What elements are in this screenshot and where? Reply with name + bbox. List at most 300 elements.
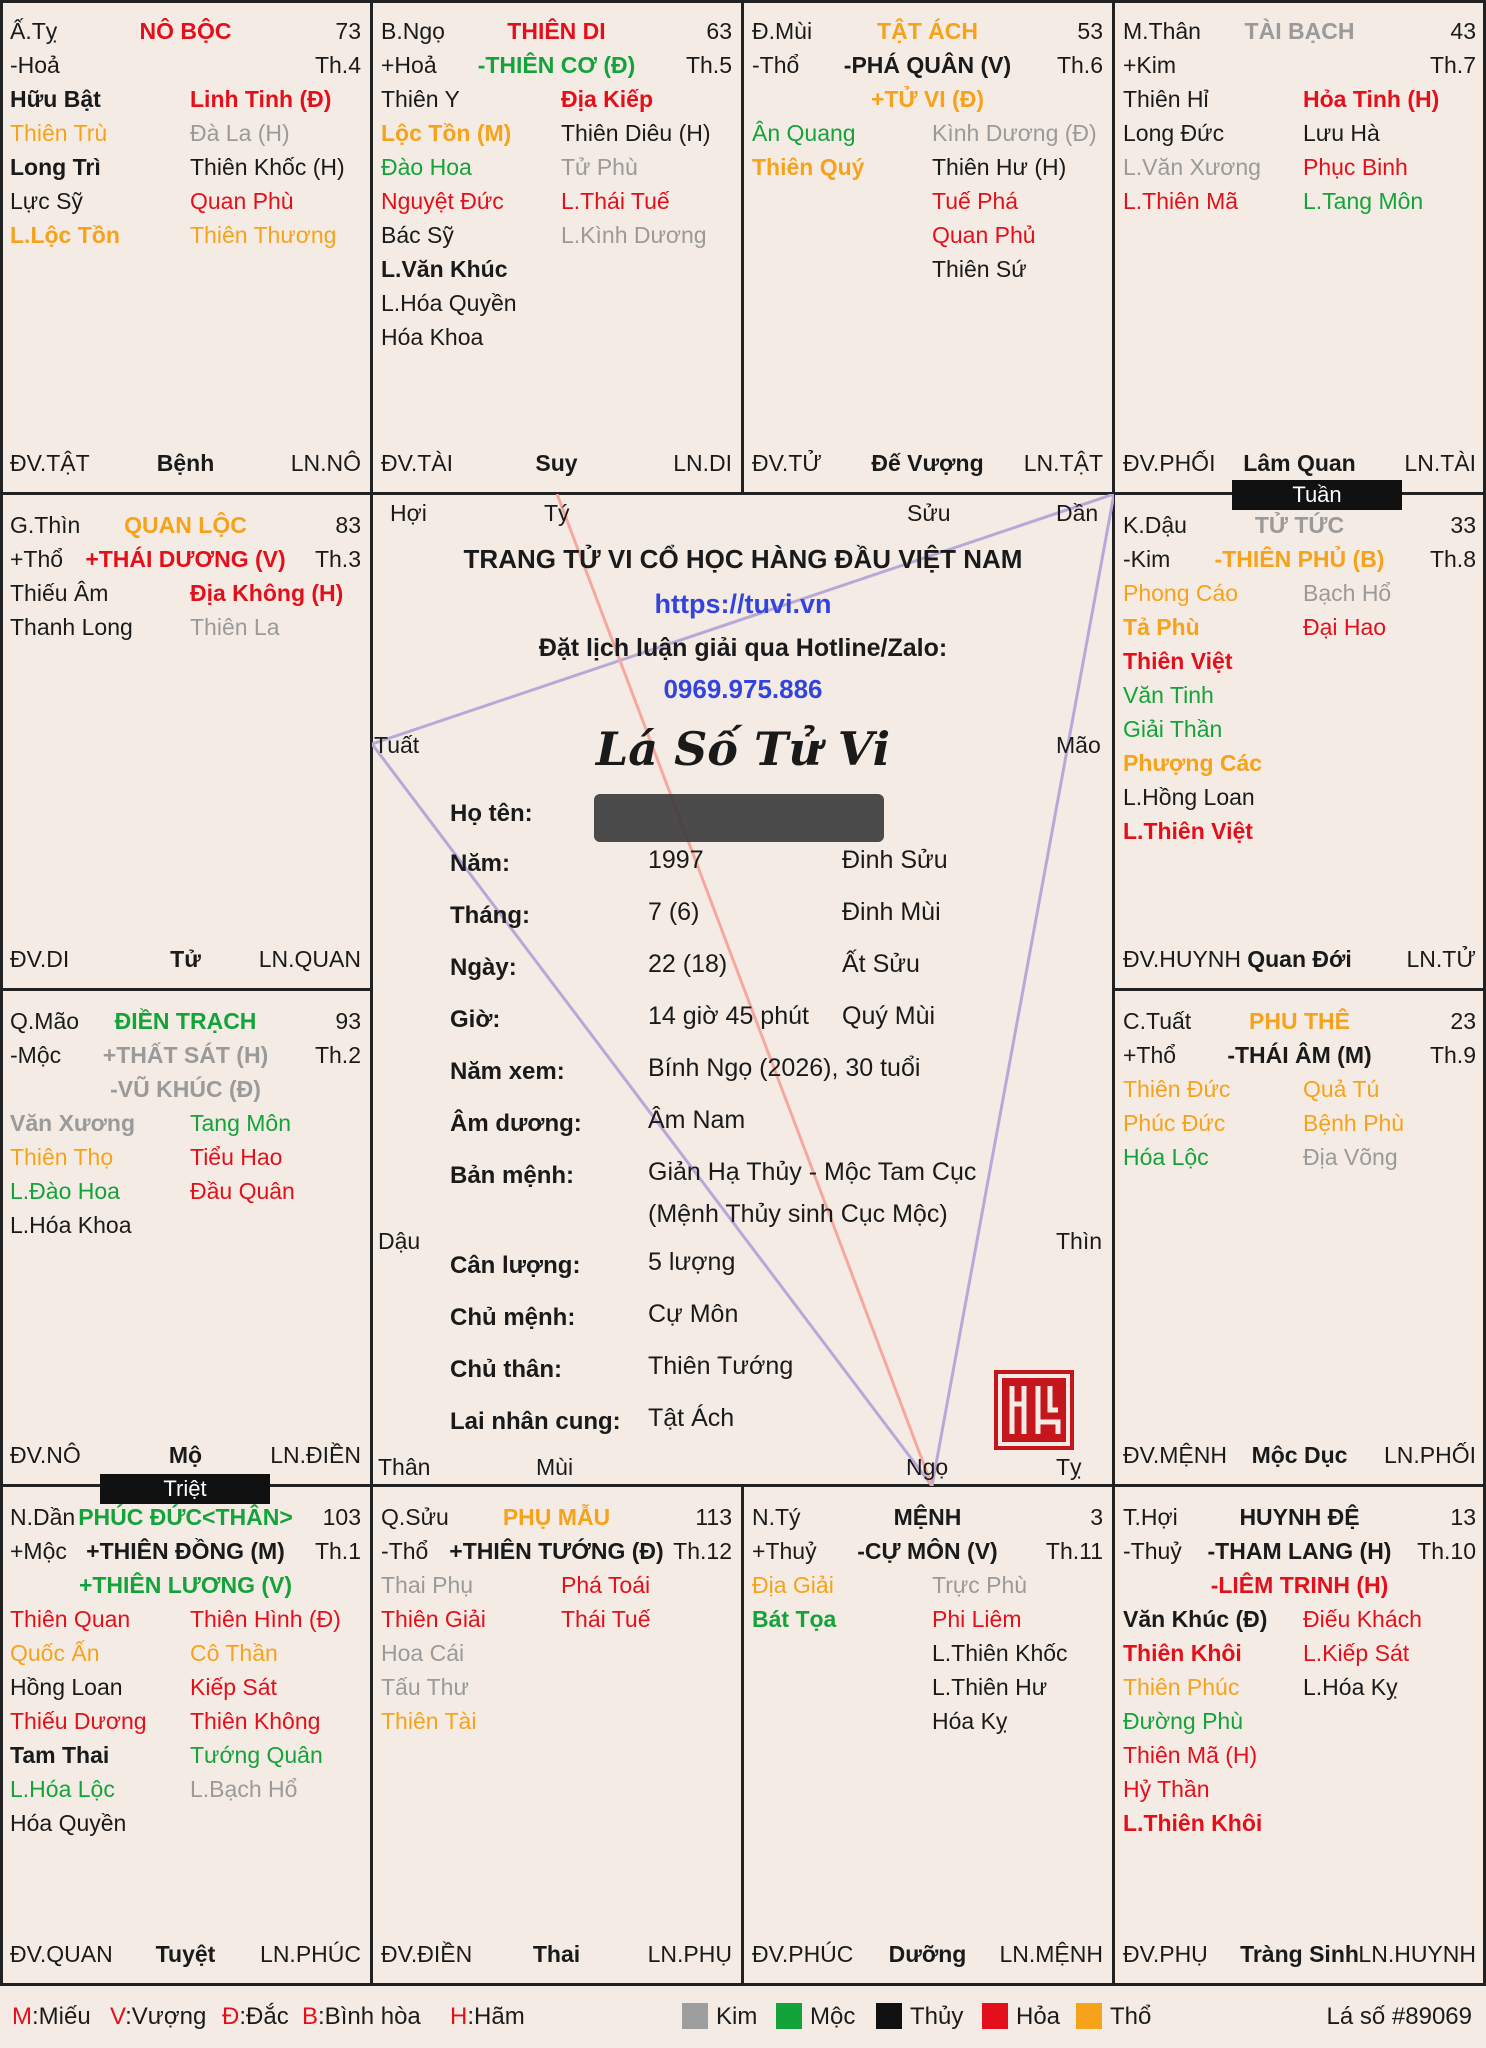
star-label: Thiếu Âm <box>10 580 109 606</box>
element-label: -Hoả <box>10 52 60 78</box>
star-label: Phong Cáo <box>1123 580 1239 606</box>
palace-cell-dan[interactable] <box>0 1486 371 1985</box>
grid-line <box>741 0 744 494</box>
star-label: L.Thiên Việt <box>1123 818 1253 844</box>
star-label: Thiên Khôi <box>1123 1640 1242 1666</box>
info-label: Lai nhân cung: <box>450 1408 621 1435</box>
main-star: -THIÊN PHỦ (B) <box>1214 546 1385 572</box>
star-list-right <box>190 1106 366 1208</box>
star-label: Quả Tú <box>1303 1076 1380 1102</box>
branch-label: N.Dần <box>10 1504 76 1530</box>
info-value: (Mệnh Thủy sinh Cục Mộc) <box>648 1200 948 1228</box>
info-label: Tháng: <box>450 902 530 929</box>
star-label: L.Bạch Hổ <box>190 1776 298 1802</box>
strength-desc: :Hãm <box>467 2003 525 2030</box>
star-list-left <box>381 82 557 354</box>
color-swatch-icon <box>682 2003 708 2029</box>
star-label: Hóa Kỵ <box>932 1708 1008 1734</box>
info-value: Giản Hạ Thủy - Mộc Tam Cục <box>648 1158 977 1186</box>
star-list-left <box>752 1568 928 1636</box>
term-label: Th.12 <box>673 1538 732 1564</box>
term-label: Th.9 <box>1429 1042 1476 1068</box>
palace-number: 23 <box>1450 1008 1476 1034</box>
corner-label: Hợi <box>390 500 427 526</box>
star-label: Hoa Cái <box>381 1640 465 1666</box>
star-label: Thiên Hư (H) <box>932 154 1067 180</box>
element-label: +Kim <box>1123 52 1177 78</box>
star-label: Thiên Thương <box>190 222 337 248</box>
element-name: Thổ <box>1110 2003 1152 2030</box>
info-value: Thiên Tướng <box>648 1352 794 1380</box>
info-label: Họ tên: <box>450 800 533 827</box>
main-star: -THÁI ÂM (M) <box>1227 1042 1372 1068</box>
star-label: L.Hóa Khoa <box>10 1212 132 1238</box>
star-label: Bạch Hổ <box>1303 580 1392 606</box>
corner-label: Thân <box>378 1454 431 1480</box>
star-label: Thiên Mã (H) <box>1123 1742 1258 1768</box>
term-label: Th.4 <box>314 52 361 78</box>
corner-label: Thìn <box>1056 1228 1103 1254</box>
star-label: Tang Môn <box>190 1110 292 1136</box>
palace-cell-dau[interactable] <box>1113 494 1486 990</box>
star-label: Tam Thai <box>10 1742 110 1768</box>
star-label: L.Kình Dương <box>561 222 707 248</box>
star-list-left <box>381 1568 557 1738</box>
star-list-left <box>1123 576 1300 848</box>
star-label: Địa Kiếp <box>561 86 654 112</box>
luu-nien-label: LN.PHỐI <box>1383 1442 1476 1468</box>
hotline-text: Đặt lịch luận giải qua Hotline/Zalo: <box>538 634 948 662</box>
color-swatch-icon <box>1076 2003 1102 2029</box>
legend-element-item <box>776 2003 855 2031</box>
star-label: L.Thiên Khôi <box>1123 1810 1263 1836</box>
tuan-tag: Tuần <box>1232 480 1402 510</box>
star-label: Hóa Khoa <box>381 324 484 350</box>
star-label: Ân Quang <box>752 120 856 146</box>
star-list-right <box>932 116 1108 286</box>
star-label: Thiên Trù <box>10 120 108 146</box>
star-label: Hồng Loan <box>10 1674 123 1700</box>
star-label: Thiên Phúc <box>1123 1674 1240 1700</box>
info-label: Âm dương: <box>450 1110 582 1137</box>
main-star: +THIÊN TƯỚNG (Đ) <box>449 1538 664 1564</box>
strength-desc: :Miếu <box>32 2003 91 2030</box>
star-label: L.Văn Khúc <box>381 256 508 282</box>
star-label: Thiên Quý <box>752 154 865 180</box>
star-label: Đà La (H) <box>190 120 290 146</box>
triet-tag: Triệt <box>100 1474 270 1504</box>
main-star: +THẤT SÁT (H) <box>102 1042 269 1068</box>
star-label: Thiên Hỉ <box>1123 86 1209 112</box>
star-label: Đường Phù <box>1123 1708 1243 1734</box>
star-label: Lưu Hà <box>1303 120 1380 146</box>
palace-number: 103 <box>322 1504 361 1530</box>
palace-name: PHÚC ĐỨC<THÂN> <box>78 1504 293 1530</box>
life-stage-label: Dưỡng <box>888 1941 967 1967</box>
main-star: -THAM LANG (H) <box>1207 1538 1392 1564</box>
star-list-left <box>1123 1072 1300 1174</box>
element-label: +Mộc <box>10 1538 67 1564</box>
star-label: L.Lộc Tồn <box>10 222 120 248</box>
star-label: Quan Phủ <box>932 222 1036 248</box>
palace-number: 63 <box>706 18 732 44</box>
star-label: Thiên Y <box>381 86 460 112</box>
palace-cell-ty2[interactable] <box>742 1486 1113 1985</box>
element-label: -Thuỷ <box>1123 1538 1182 1564</box>
strength-desc: :Vượng <box>125 2003 207 2030</box>
star-list-left <box>10 1106 186 1242</box>
corner-label: Tuất <box>374 732 420 758</box>
star-list-left <box>10 576 186 644</box>
palace-name: PHU THÊ <box>1249 1008 1350 1034</box>
branch-label: Ấ.Tỵ <box>10 18 58 44</box>
star-label: L.Thiên Mã <box>1123 188 1239 214</box>
palace-name: MỆNH <box>893 1504 962 1530</box>
corner-label: Ngọ <box>906 1454 949 1480</box>
star-list-right <box>932 1568 1108 1738</box>
palace-cell-suu[interactable] <box>371 1486 742 1985</box>
chart-heading: Lá Số Tử Vi <box>595 722 891 776</box>
palace-cell-mao[interactable] <box>0 990 371 1486</box>
star-label: Thiên Giải <box>381 1606 486 1632</box>
star-label: Địa Giải <box>752 1572 834 1598</box>
legend-bar <box>0 1985 1486 2048</box>
palace-number: 113 <box>695 1504 732 1530</box>
grid-line <box>0 988 372 991</box>
star-label: Tả Phù <box>1123 614 1200 640</box>
star-label: Tiểu Hao <box>190 1144 283 1170</box>
star-label: Nguyệt Đức <box>381 188 504 214</box>
main-star: -LIÊM TRINH (H) <box>1210 1572 1389 1598</box>
star-label: Lực Sỹ <box>10 188 83 214</box>
corner-label: Sửu <box>907 500 951 526</box>
strength-key: H <box>450 2003 468 2030</box>
palace-name: HUYNH ĐỆ <box>1239 1504 1360 1530</box>
star-label: Thiên Khốc (H) <box>190 154 345 180</box>
dai-van-label: ĐV.TẬT <box>10 450 90 476</box>
dai-van-label: ĐV.PHỐI <box>1123 450 1216 476</box>
legend-strength-item <box>110 2003 206 2031</box>
strength-desc: :Bình hòa <box>318 2003 421 2030</box>
color-swatch-icon <box>776 2003 802 2029</box>
star-label: Phúc Đức <box>1123 1110 1226 1136</box>
star-list-right <box>1303 82 1480 218</box>
main-star: +THIÊN ĐỒNG (M) <box>86 1538 285 1564</box>
palace-number: 43 <box>1450 18 1476 44</box>
element-label: -Kim <box>1123 546 1171 572</box>
main-star: -VŨ KHÚC (Đ) <box>110 1076 261 1102</box>
element-label: -Thổ <box>381 1538 429 1564</box>
element-label: -Mộc <box>10 1042 62 1068</box>
phone-number[interactable]: 0969.975.886 <box>663 674 823 704</box>
dai-van-label: ĐV.HUYNH <box>1123 946 1242 972</box>
palace-name: PHỤ MẪU <box>502 1504 611 1530</box>
star-label: Tuế Phá <box>932 188 1019 214</box>
star-label: Thiên Tài <box>381 1708 477 1734</box>
palace-name: QUAN LỘC <box>124 512 247 538</box>
palace-cell-tuat[interactable] <box>1113 990 1486 1486</box>
palace-cell-ngo[interactable] <box>371 0 742 494</box>
star-label: Thanh Long <box>10 614 133 640</box>
star-label: Thiên Hình (Đ) <box>190 1606 341 1632</box>
star-label: Hỷ Thần <box>1123 1776 1210 1802</box>
luu-nien-label: LN.PHỤ <box>647 1941 732 1967</box>
star-label: Thiên La <box>190 614 280 640</box>
star-label: Tử Phù <box>561 154 638 180</box>
strength-key: Đ <box>222 2003 240 2030</box>
palace-number: 33 <box>1450 512 1476 538</box>
strength-key: M <box>12 2003 32 2030</box>
star-label: Văn Tinh <box>1123 682 1214 708</box>
star-label: L.Thái Tuế <box>561 188 670 214</box>
info-label: Bản mệnh: <box>450 1162 575 1189</box>
dai-van-label: ĐV.MỆNH <box>1123 1442 1227 1468</box>
life-stage-label: Tuyệt <box>155 1941 216 1967</box>
strength-key: B <box>302 2003 319 2030</box>
star-label: Tấu Thư <box>381 1674 469 1700</box>
info-label: Năm: <box>450 850 511 877</box>
star-label: Quốc Ấn <box>10 1640 100 1666</box>
star-label: Thái Tuế <box>561 1606 651 1632</box>
element-name: Mộc <box>810 2003 856 2030</box>
dai-van-label: ĐV.TỬ <box>752 450 822 476</box>
luu-nien-label: LN.ĐIỀN <box>270 1442 361 1468</box>
info-label: Chủ mệnh: <box>450 1304 576 1331</box>
star-label: Bệnh Phù <box>1303 1110 1405 1136</box>
star-label: Thiên Việt <box>1123 648 1233 674</box>
color-swatch-icon <box>982 2003 1008 2029</box>
branch-label: T.Hợi <box>1123 1504 1178 1530</box>
palace-cell-mui[interactable] <box>742 0 1113 494</box>
star-label: L.Tang Môn <box>1303 188 1424 214</box>
star-label: Địa Không (H) <box>190 580 344 606</box>
dai-van-label: ĐV.ĐIỀN <box>381 1941 473 1967</box>
branch-label: K.Dậu <box>1123 512 1187 538</box>
info-value: 1997 <box>648 846 704 874</box>
palace-cell-than[interactable] <box>1113 0 1486 494</box>
palace-cell-thin[interactable] <box>0 494 371 990</box>
star-label: Địa Võng <box>1303 1144 1398 1170</box>
strength-desc: :Đắc <box>239 2003 289 2030</box>
luu-nien-label: LN.HUYNH <box>1358 1941 1476 1967</box>
star-list-right <box>190 1602 366 1806</box>
star-list-left <box>1123 82 1300 218</box>
info-value: Tật Ách <box>648 1404 735 1432</box>
star-label: Đầu Quân <box>190 1178 295 1204</box>
element-name: Kim <box>716 2003 758 2030</box>
info-value: Cự Môn <box>648 1300 739 1328</box>
star-label: L.Kiếp Sát <box>1303 1640 1410 1666</box>
life-stage-label: Bệnh <box>156 450 215 476</box>
term-label: Th.6 <box>1056 52 1103 78</box>
grid-line <box>0 0 3 1985</box>
star-label: Phi Liêm <box>932 1606 1022 1632</box>
life-stage-label: Suy <box>535 450 578 476</box>
life-stage-label: Mộc Dục <box>1251 1442 1348 1468</box>
dai-van-label: ĐV.TÀI <box>381 450 454 476</box>
star-label: Hỏa Tinh (H) <box>1303 86 1440 112</box>
legend-element-item <box>1076 2003 1151 2031</box>
luu-nien-label: LN.QUAN <box>258 946 361 972</box>
star-label: Long Trì <box>10 154 101 180</box>
chart-number: Lá số #89069 <box>1326 2003 1472 2030</box>
strength-key: V <box>110 2003 126 2030</box>
palace-number: 13 <box>1450 1504 1476 1530</box>
legend-element-item <box>982 2003 1060 2031</box>
info-label: Cân lượng: <box>450 1252 581 1279</box>
star-list-right <box>1303 1602 1480 1704</box>
star-label: Phục Binh <box>1303 154 1408 180</box>
palace-number: 83 <box>335 512 361 538</box>
star-label: Văn Xương <box>10 1110 136 1136</box>
branch-label: G.Thìn <box>10 512 81 538</box>
palace-name: THIÊN DI <box>507 18 606 44</box>
luu-nien-label: LN.DI <box>673 450 732 476</box>
term-label: Th.11 <box>1045 1538 1103 1564</box>
star-list-right <box>561 1568 737 1636</box>
star-label: Thiên Đức <box>1123 1076 1231 1102</box>
star-label: Thiên Quan <box>10 1606 131 1632</box>
star-label: Giải Thần <box>1123 716 1223 742</box>
info-value: Âm Nam <box>648 1106 746 1134</box>
star-label: Quan Phù <box>190 188 294 214</box>
palace-name: TÀI BẠCH <box>1244 18 1355 44</box>
life-stage-label: Thai <box>532 1941 581 1967</box>
star-label: Thiên Sứ <box>932 256 1027 282</box>
dai-van-label: ĐV.QUAN <box>10 1941 113 1967</box>
dai-van-label: ĐV.PHÚC <box>752 1941 854 1967</box>
info-value: 5 lượng <box>648 1248 736 1276</box>
corner-label: Mão <box>1056 732 1101 758</box>
star-label: Linh Tinh (Đ) <box>190 86 332 112</box>
star-label: Bác Sỹ <box>381 222 454 248</box>
element-label: +Hoả <box>381 52 437 78</box>
star-label: Đại Hao <box>1303 614 1387 640</box>
palace-name: NÔ BỘC <box>139 18 232 44</box>
star-label: Tướng Quân <box>190 1742 323 1768</box>
life-stage-label: Mộ <box>168 1442 203 1468</box>
luu-nien-label: LN.TÀI <box>1404 450 1476 476</box>
star-label: Kình Dương (Đ) <box>932 120 1097 146</box>
corner-label: Tỵ <box>1056 1454 1082 1480</box>
branch-label: Q.Sửu <box>381 1504 449 1530</box>
term-label: Th.8 <box>1429 546 1476 572</box>
luu-nien-label: LN.NÔ <box>290 450 361 476</box>
star-label: L.Thiên Khốc <box>932 1640 1068 1666</box>
luu-nien-label: LN.MỆNH <box>999 1941 1103 1967</box>
star-label: Thai Phụ <box>381 1572 474 1598</box>
info-value-can-chi: Quý Mùi <box>842 1002 936 1030</box>
palace-cell-ty[interactable] <box>0 0 371 494</box>
element-label: +Thổ <box>10 546 64 572</box>
legend-strength-item <box>302 2003 421 2031</box>
grid-line <box>741 1484 744 1985</box>
palace-cell-hoi[interactable] <box>1113 1486 1486 1985</box>
main-star: +THÁI DƯƠNG (V) <box>85 546 286 572</box>
info-label: Năm xem: <box>450 1058 565 1085</box>
star-list-right <box>190 82 366 252</box>
element-name: Thủy <box>910 2003 964 2030</box>
life-stage-label: Đế Vượng <box>871 450 984 476</box>
palace-number: 53 <box>1077 18 1103 44</box>
term-label: Th.1 <box>314 1538 361 1564</box>
star-label: Hóa Lộc <box>1123 1144 1209 1170</box>
corner-label: Dần <box>1056 500 1099 526</box>
branch-label: N.Tý <box>752 1504 801 1530</box>
redacted-name <box>594 794 884 842</box>
corner-label: Dậu <box>378 1228 421 1254</box>
legend-strength-item <box>12 2003 91 2031</box>
legend-element-item <box>876 2003 963 2031</box>
main-star: -CỰ MÔN (V) <box>857 1538 998 1564</box>
luu-nien-label: LN.PHÚC <box>260 1941 361 1967</box>
center-panel <box>372 494 1114 1486</box>
palace-number: 93 <box>335 1008 361 1034</box>
main-star: -PHÁ QUÂN (V) <box>843 52 1012 78</box>
element-label: -Thổ <box>752 52 800 78</box>
site-url[interactable]: https://tuvi.vn <box>654 589 832 619</box>
star-label: L.Hóa Quyền <box>381 290 517 316</box>
star-label: Long Đức <box>1123 120 1225 146</box>
info-label: Ngày: <box>450 954 517 981</box>
legend-strength-item <box>450 2003 525 2031</box>
seal-stamp-icon <box>994 1370 1074 1450</box>
life-stage-label: Lâm Quan <box>1243 450 1356 476</box>
star-list-left <box>1123 1602 1300 1840</box>
main-star: -THIÊN CƠ (Đ) <box>477 52 636 78</box>
star-label: L.Hóa Lộc <box>10 1776 115 1802</box>
info-label: Chủ thân: <box>450 1356 562 1383</box>
star-label: Đào Hoa <box>381 154 472 180</box>
star-label: Trực Phù <box>932 1572 1028 1598</box>
info-value: 14 giờ 45 phút <box>648 1002 809 1030</box>
palace-name: TẬT ÁCH <box>877 18 978 44</box>
legend-element-item <box>682 2003 757 2031</box>
palace-name: ĐIỀN TRẠCH <box>114 1008 257 1034</box>
star-list-right <box>1303 576 1480 644</box>
dai-van-label: ĐV.DI <box>10 946 70 972</box>
star-label: Lộc Tồn (M) <box>381 120 512 146</box>
star-label: Phá Toái <box>561 1572 651 1598</box>
star-label: L.Hóa Kỵ <box>1303 1674 1398 1700</box>
term-label: Th.7 <box>1429 52 1476 78</box>
star-list-right <box>1303 1072 1480 1174</box>
luu-nien-label: LN.TỬ <box>1406 946 1476 972</box>
grid-line <box>1113 988 1486 991</box>
info-value-can-chi: Đinh Sửu <box>842 846 948 874</box>
dai-van-label: ĐV.NÔ <box>10 1442 81 1468</box>
star-label: Thiếu Dương <box>10 1708 147 1734</box>
life-stage-label: Quan Đới <box>1247 946 1352 972</box>
info-value-can-chi: Đinh Mùi <box>842 898 941 926</box>
term-label: Th.2 <box>314 1042 361 1068</box>
corner-label: Tý <box>544 500 570 526</box>
star-label: L.Thiên Hư <box>932 1674 1048 1700</box>
branch-label: B.Ngọ <box>381 18 445 44</box>
star-label: Thiên Không <box>190 1708 321 1734</box>
dai-van-label: ĐV.PHỤ <box>1123 1941 1208 1967</box>
element-label: +Thổ <box>1123 1042 1177 1068</box>
star-label: L.Đào Hoa <box>10 1178 120 1204</box>
term-label: Th.5 <box>685 52 732 78</box>
star-label: Bát Tọa <box>752 1606 837 1632</box>
color-swatch-icon <box>876 2003 902 2029</box>
main-star: +THIÊN LƯƠNG (V) <box>78 1572 293 1598</box>
info-value: Bính Ngọ (2026), 30 tuổi <box>648 1054 921 1082</box>
info-value: 7 (6) <box>648 898 700 926</box>
info-value-can-chi: Ất Sửu <box>842 950 920 978</box>
info-value: 22 (18) <box>648 950 728 978</box>
